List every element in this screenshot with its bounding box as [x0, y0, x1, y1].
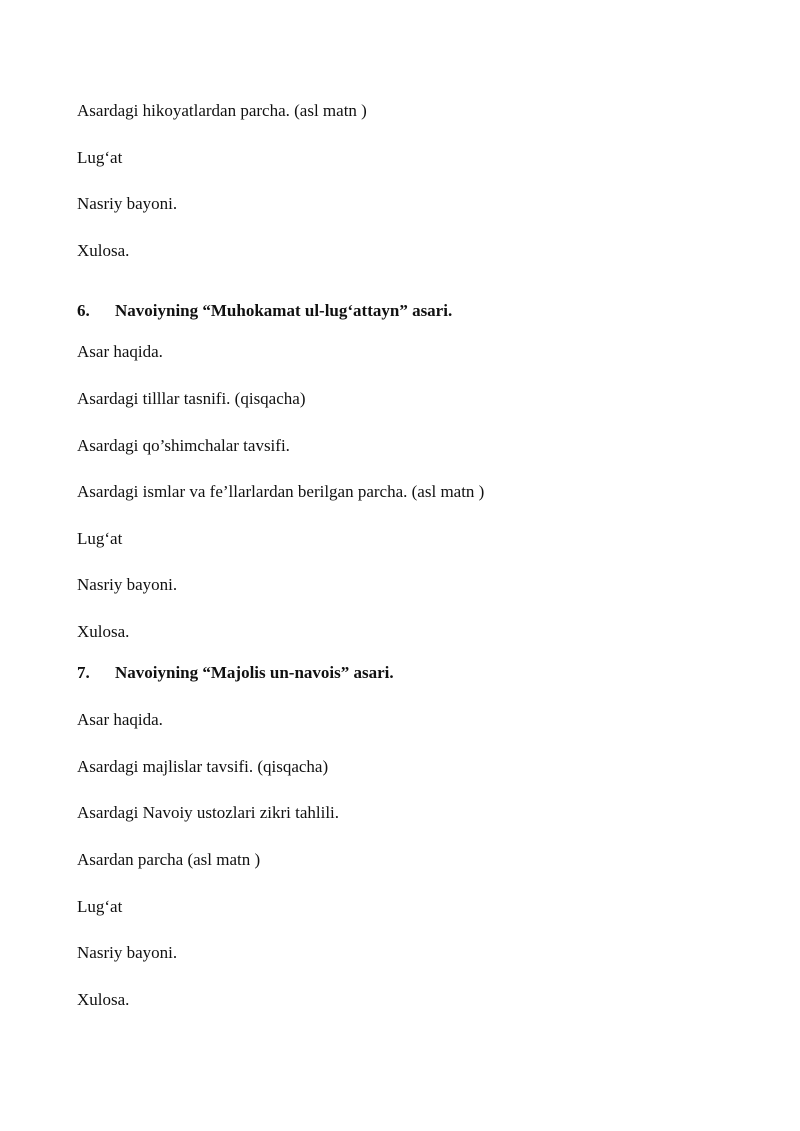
section-number: 6. — [77, 301, 90, 320]
section-title: Navoiyning “Muhokamat ul-lug‘attayn” asari. — [115, 301, 453, 320]
section-title: Navoiyning “Majolis un-navois” asari. — [115, 663, 394, 682]
list-item: Xulosa. — [77, 990, 130, 1009]
list-item: Asardagi qo’shimchalar tavsifi. — [77, 436, 290, 455]
section-6-heading — [77, 301, 452, 321]
list-item: Asardagi tilllar tasnifi. (qisqacha) — [77, 389, 306, 408]
list-item: Xulosa. — [77, 241, 130, 260]
list-item: Asardan parcha (asl matn ) — [77, 850, 261, 869]
list-item: Xulosa. — [77, 622, 130, 641]
list-item: Lug‘at — [77, 897, 123, 916]
list-item: Nasriy bayoni. — [77, 575, 178, 594]
section-7-heading — [77, 663, 394, 683]
list-item: Asar haqida. — [77, 710, 163, 729]
list-item: Nasriy bayoni. — [77, 194, 178, 213]
list-item: Nasriy bayoni. — [77, 943, 178, 962]
list-item: Lug‘at — [77, 148, 123, 167]
list-item: Lug‘at — [77, 529, 123, 548]
list-item: Asardagi ismlar va fe’llarlardan berilgan parcha. (asl matn ) — [77, 482, 485, 501]
list-item: Asardagi Navoiy ustozlari zikri tahlili. — [77, 803, 340, 822]
section-number: 7. — [77, 663, 90, 682]
list-item: Asar haqida. — [77, 342, 163, 361]
list-item: Asardagi majlislar tavsifi. (qisqacha) — [77, 757, 329, 776]
list-item: Asardagi hikoyatlardan parcha. (asl matn ) — [77, 101, 367, 120]
